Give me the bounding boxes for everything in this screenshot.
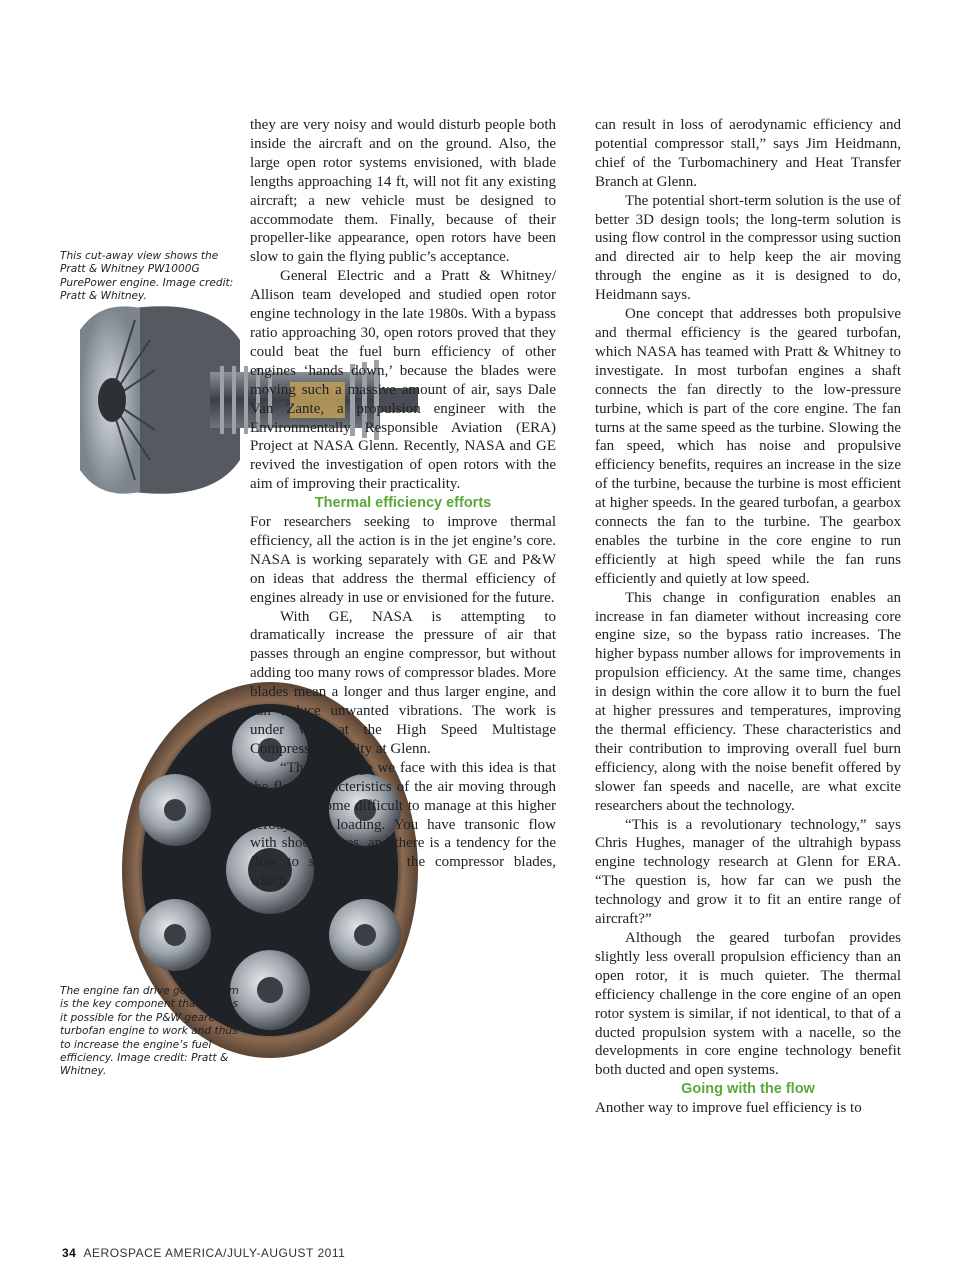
article-column-right: [595, 116, 901, 1118]
engine-image-caption: This cut-away view shows the Pratt & Whitney PW1000G PurePower engine. Image credit: Pratt & Whitney.: [60, 250, 234, 303]
paragraph: For researchers seeking to improve thermal efficiency, all the action is in the jet engine’s core. NASA is working separately with GE and P&W on ideas that address the thermal efficiency of engines already in use or envisioned for the future.: [250, 514, 556, 606]
paragraph: One concept that addresses both propulsive and thermal efficiency is the geared turbofan, which NASA has teamed with Pratt & Whitney to investigate. In most turbofan engines a shaft connects the fan directly to the low-pressure turbine, which is part of the core engine. The fan turns at the same speed as the turbine. Slowing the fan speed, which has noise and propulsive efficiency benefits, requires an increase in the size of the turbine, because the turbine is most efficient at higher speeds. In the geared turbofan, a gearbox connects the fan to the turbine. The gearbox enables the turbine in the core engine to run efficiently at high speed while the fan runs efficiently and quietly at low speed.: [595, 306, 901, 587]
paragraph: Although the geared turbofan provides slightly less overall propulsion efficiency than an open rotor, it is much quieter. The thermal efficiency challenge in the core engine of an open rotor system is similar, if not identical, to that of a ducted propulsion system with a nacelle, so the developments in core engine technology benefit both ducted and open systems.: [595, 929, 901, 1079]
paragraph: “This is a revolutionary technology,” says Chris Hughes, manager of the ultrahigh bypass engine technology research at Glenn for ERA. “The question is, how far can we push the technology and grow it to fit an entire range of aircraft?”: [595, 816, 901, 928]
paragraph: With GE, NASA is attempting to dramatically increase the pressure of air that passes through an engine compressor, but without adding too many rows of compressor blades. More blades mean a longer and thus larger engine, and can induce unwanted vibrations. The work is under way at the High Speed Multistage Compressor Facility at Glenn.: [250, 608, 556, 757]
paragraph: “The challenge we face with this idea is that the flow characteristics of the air moving through the core become difficult to manage at this higher aerodynamic loading. You have transonic flow with shock waves, and there is a tendency for the flow to separate from the compressor blades, which: [250, 759, 556, 890]
page-number: 34: [62, 1246, 77, 1260]
paragraph: The potential short-term solution is the use of better 3D design tools; the long-term solution is using flow control in the compressor using suction and directed air to help keep the air moving through the engine as it is designed to do, Heidmann says.: [595, 192, 901, 304]
paragraph: General Electric and a Pratt & Whitney/ Allison team developed and studied open rotor engine technology in the late 1980s. With a bypass ratio approaching 30, open rotors proved that they could beat the fuel burn efficiency of other engines ‘hands down,’ because the blades were moving such a massive amount of air, says Dale Van Zante, a propulsion engineer with the Environmentally Responsible Aviation (ERA) Project at NASA Glenn. Recently, NASA and GE revived the investigation of open rotors with the aim of improving their practicality.: [250, 268, 556, 493]
paragraph: can result in loss of aerodynamic efficiency and potential compressor stall,” says Jim Heidmann, chief of the Turbomachinery and Heat Transfer Branch at Glenn.: [595, 117, 901, 190]
page-footer: [62, 1246, 345, 1260]
article-column-left: [250, 116, 556, 891]
paragraph: they are very noisy and would disturb people both inside the aircraft and on the ground. Also, the large open rotor systems envisioned, with blade lengths approaching 14 ft, will not fit any existing aircraft; a new vehicle must be designed to accommodate them. Finally, because of their propeller-like appearance, open rotors have been slow to gain the flying public’s acceptance.: [250, 117, 556, 266]
paragraph: Another way to improve fuel efficiency is to: [595, 1100, 862, 1117]
section-heading: Thermal efficiency efforts: [314, 495, 492, 512]
section-heading: Going with the flow: [681, 1081, 815, 1098]
paragraph: This change in configuration enables an increase in fan diameter without increasing core engine size, so the bypass ratio increases. The higher bypass number allows for improvements in propulsion efficiency. At the same time, changes in design within the core allow it to burn the fuel at higher pressures and temperatures, improving the thermal efficiency. These characteristics and their contribution to improving overall fuel burn efficiency, along with the noise benefit offered by slower fan speeds and nacelle, are what excite researchers about the technology.: [595, 589, 901, 814]
gear-image-caption: The engine fan drive gear system is the key component that makes it possible for the P&W geared turbofan engine to work and thus to increase the engine’s fuel efficiency. Image credit: Pratt & Whitney.: [60, 985, 239, 1078]
publication-title: AEROSPACE AMERICA/JULY-AUGUST 2011: [83, 1246, 346, 1260]
